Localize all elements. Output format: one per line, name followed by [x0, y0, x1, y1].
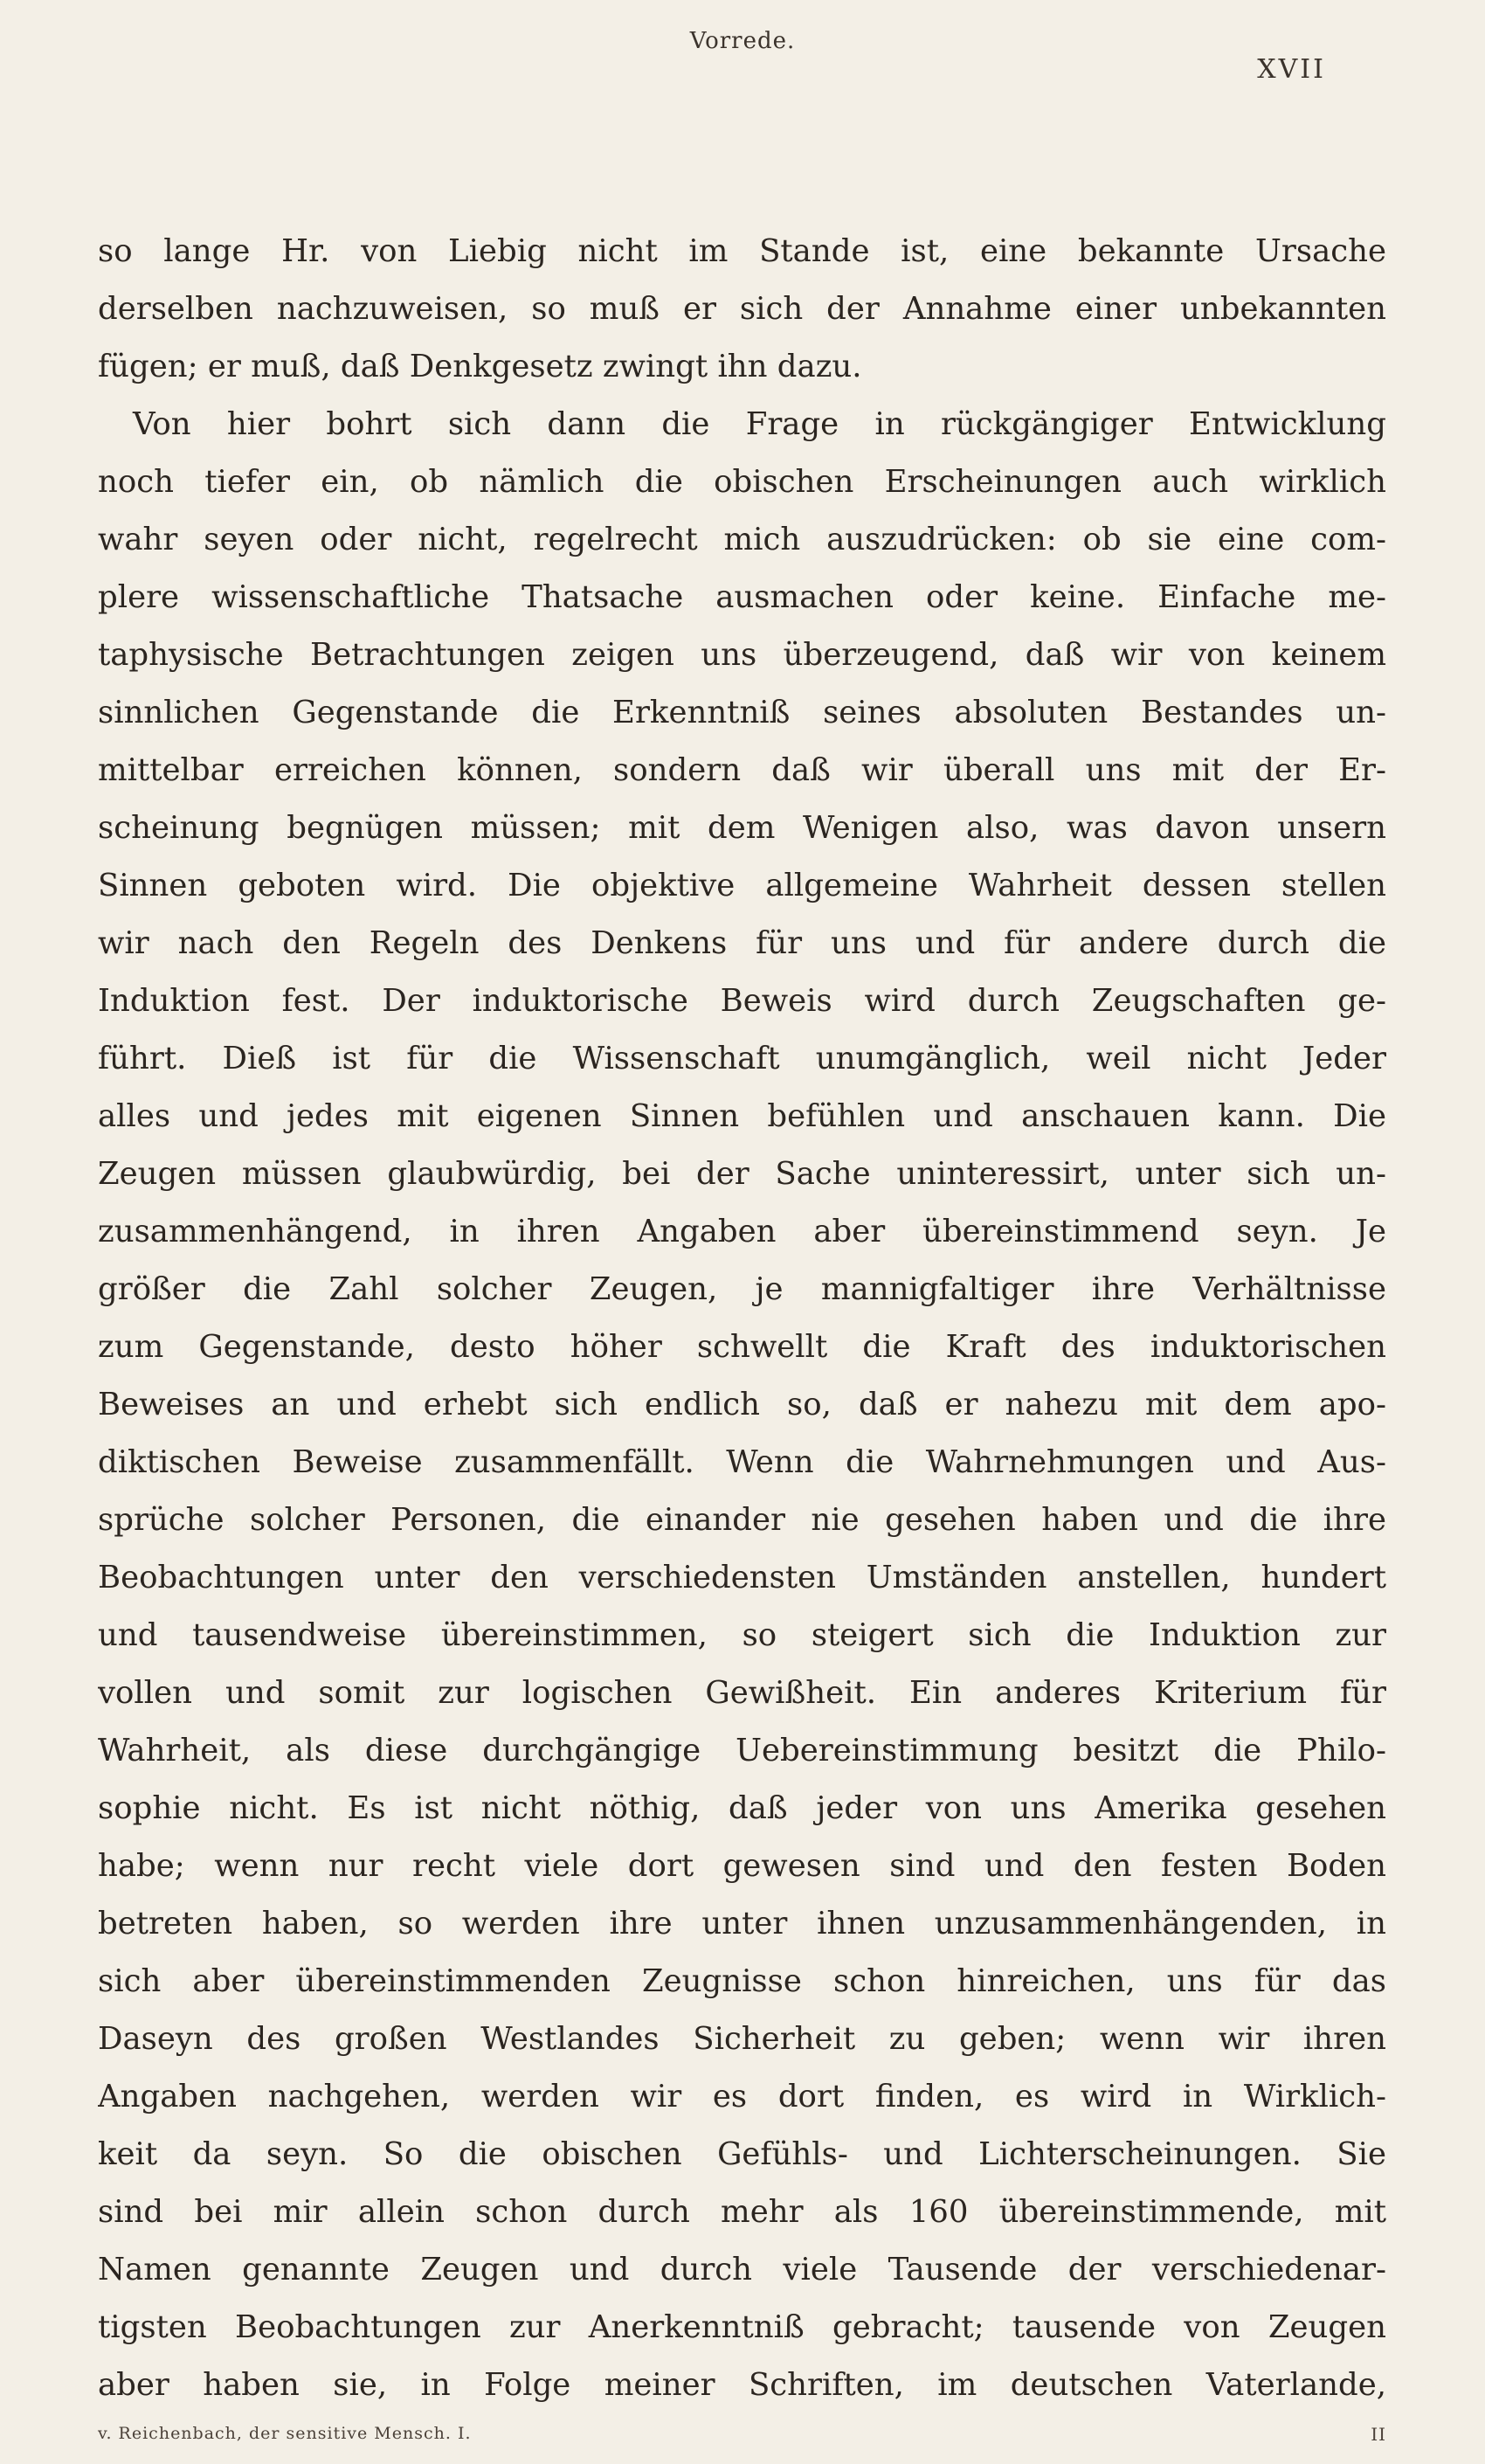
text-line: scheinung begnügen müssen; mit dem Wenigen also, was davon unsern: [98, 810, 1386, 846]
text-line: noch tiefer ein, ob nämlich die obischen Erscheinungen auch wirklich: [98, 464, 1386, 500]
text-line: größer die Zahl solcher Zeugen, je mannigfaltiger ihre Verhältnisse: [98, 1271, 1386, 1307]
text-line: wir nach den Regeln des Denkens für uns und für andere durch die: [98, 925, 1386, 961]
text-line: plere wissenschaftliche Thatsache ausmachen oder keine. Einfache me-: [98, 579, 1386, 615]
text-line: taphysische Betrachtungen zeigen uns überzeugend, daß wir von keinem: [98, 637, 1386, 673]
text-line: Induktion fest. Der induktorische Beweis wird durch Zeugschaften ge-: [98, 983, 1386, 1019]
running-head: Vorrede.: [689, 28, 796, 54]
text-line: sich aber übereinstimmenden Zeugnisse schon hinreichen, uns für das: [98, 1963, 1386, 1999]
text-line: Daseyn des großen Westlandes Sicherheit zu geben; wenn wir ihren: [98, 2021, 1386, 2057]
text-line: keit da seyn. So die obischen Gefühls- und Lichterscheinungen. Sie: [98, 2136, 1386, 2172]
text-line: sprüche solcher Personen, die einander nie gesehen haben und die ihre: [98, 1502, 1386, 1538]
text-line: mittelbar erreichen können, sondern daß wir überall uns mit der Er-: [98, 752, 1386, 788]
text-line: Wahrheit, als diese durchgängige Uebereinstimmung besitzt die Philo-: [98, 1733, 1386, 1768]
text-line: Namen genannte Zeugen und durch viele Tausende der verschiedenar-: [98, 2252, 1386, 2288]
text-line: Beobachtungen unter den verschiedensten Umständen anstellen, hundert: [98, 1560, 1386, 1595]
text-line: vollen und somit zur logischen Gewißheit. Ein anderes Kriterium für: [98, 1675, 1386, 1711]
text-line: führt. Dieß ist für die Wissenschaft unumgänglich, weil nicht Jeder: [98, 1041, 1386, 1076]
text-line: und tausendweise übereinstimmen, so steigert sich die Induktion zur: [98, 1617, 1386, 1653]
text-line: Zeugen müssen glaubwürdig, bei der Sache uninteressirt, unter sich un-: [98, 1156, 1386, 1192]
text-line: derselben nachzuweisen, so muß er sich der Annahme einer unbekannten: [98, 291, 1386, 327]
footer: [98, 2424, 1386, 2443]
text-line: Beweises an und erhebt sich endlich so, daß er nahezu mit dem apo-: [98, 1387, 1386, 1422]
text-line: habe; wenn nur recht viele dort gewesen sind und den festen Boden: [98, 1848, 1386, 1884]
text-line: zum Gegenstande, desto höher schwellt die Kraft des induktorischen: [98, 1329, 1386, 1365]
text-line: aber haben sie, in Folge meiner Schriften, im deutschen Vaterlande,: [98, 2367, 1386, 2403]
text-line: Sinnen geboten wird. Die objektive allgemeine Wahrheit dessen stellen: [98, 868, 1386, 903]
text-line: sophie nicht. Es ist nicht nöthig, daß jeder von uns Amerika gesehen: [98, 1790, 1386, 1826]
text-line: wahr seyen oder nicht, regelrecht mich auszudrücken: ob sie eine com-: [98, 522, 1386, 557]
text-line: Von hier bohrt sich dann die Frage in rückgängiger Entwicklung: [133, 406, 1386, 442]
text-line: fügen; er muß, daß Denkgesetz zwingt ihn dazu.: [98, 349, 862, 384]
text-line: tigsten Beobachtungen zur Anerkenntniß gebracht; tausende von Zeugen: [98, 2309, 1386, 2345]
text-line: diktischen Beweise zusammenfällt. Wenn die Wahrnehmungen und Aus-: [98, 1444, 1386, 1480]
body-text: [98, 223, 1386, 2414]
text-line: sind bei mir allein schon durch mehr als 160 übereinstimmende, mit: [98, 2194, 1386, 2230]
footer-citation: v. Reichenbach, der sensitive Mensch. I.: [98, 2424, 472, 2443]
text-line: betreten haben, so werden ihre unter ihnen unzusammenhängenden, in: [98, 1906, 1386, 1941]
page-number: XVII: [1257, 54, 1326, 85]
text-line: so lange Hr. von Liebig nicht im Stande ist, eine bekannte Ursache: [98, 233, 1386, 269]
text-line: zusammenhängend, in ihren Angaben aber übereinstimmend seyn. Je: [98, 1214, 1386, 1249]
signature-mark: II: [1371, 2424, 1386, 2445]
text-line: sinnlichen Gegenstande die Erkenntniß seines absoluten Bestandes un-: [98, 695, 1386, 730]
text-line: Angaben nachgehen, werden wir es dort finden, es wird in Wirklich-: [98, 2079, 1386, 2114]
text-line: alles und jedes mit eigenen Sinnen befühlen und anschauen kann. Die: [98, 1098, 1386, 1134]
